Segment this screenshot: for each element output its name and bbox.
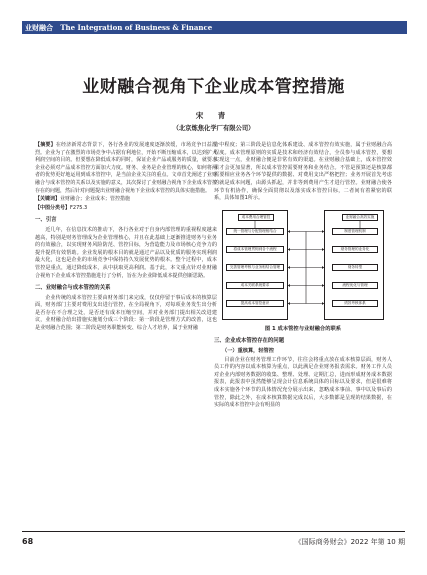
figure-left-item: 将成本管理贯彻到各个流程 [226, 246, 284, 253]
keywords [35, 196, 217, 204]
left-column [35, 142, 217, 333]
figure-left-item: 成本关联系统要求 [226, 282, 284, 289]
classification-number: F275.3 [70, 204, 88, 211]
problems-paragraph: 目前企业在财务管理工作环节，往往会将重点放在成本核算层面，财务人员工作的内容以成本核算为重点，以此满足企业财务报表需求。财务工作人员对企业内部财务数据的收集、整理、处理、定期汇总，进而形成财务成本数据报表，此报表中虽然能够呈现会计信息系统具体的目标以及要求，但是很难将成本实施各个环节的具体情况充分展示出来，忽略成本事前、事中以及事后的管控，除此之外，在成本核算数据完成以后，大多数都是呈现的结果数据，在实际的成本管控中会有明显的 [214, 356, 392, 409]
right-column [214, 142, 392, 410]
keywords-text: 业财融合；企业成本；管控措施 [60, 196, 131, 203]
figure-right-item: 制度管理机制 [332, 228, 378, 235]
section-heading-relation: 二、业财融合与成本管控的关系 [35, 285, 111, 292]
figure-right-item: 财务管理的业务化 [332, 246, 378, 253]
relation-paragraph-continued: 合中程度；第三阶段是信息化体系建设、成本管控有效实施，属于业财融合高程度。成本管理原则的实质是技术和经济有效结合，全员参与成本管控，要想实现这一点，业财融合便是非常有效的渠道。在业财融合基础上，成本管控效果才会更加显著，所以成本管控需要财务和业务结合。不管是预算还是核算都需要相应业务各个环节提供的数据、对费用支出严格把控；业务开展首先考虑的就是成本问题，由源头抓起，并非等到费用产生才进行管控。业财融合使各环节有机协作，确保全面贯彻以及落实成本管控目标，二者间有着紧密的联系，具体如图1所示。 [214, 142, 392, 202]
author-name: 宋 青 [195, 111, 232, 120]
relation-paragraph: 企业传统的成本管控主要由财务部门来完成，仅仅停留于事后成本的核算层面，财务部门主要对费用支出进行管控，在全局视角下，对每项业务发生出分析是否存在不合理之处，是否还有成本压缩空间，并对业务部门提出相关改进建议，业财融合给出措施实施划分成三个阶段：第一阶段是管理方式的改善，这也是业财融合范围；第二阶段是财务职能转变、综合人才培养，属于业财融 [35, 294, 217, 332]
figure-left-item: 提高成本管控意识 [226, 300, 284, 307]
subheading-accounting: （一）重核算，轻管控 [222, 347, 274, 354]
intro-paragraph: 近几年，在信息技术的推动下，各行各业对于自身内部管理的重视程度越来越高，特别是财务管理成为企业管理核心，并且在此基础上逐渐推进财务与业务的有效融合，以实现财务风险防范、管控目标，为营造能力及市场核心竞争力的提升提供有效帮助。企业发展的根本目的就是通过产品以及优质的服务实现利润最大化，这也是企业的市场竞争中保持持久发展优势的根本。整个过程中，成本管控是重点，通过降低成本，从中获取更高利润。基于此，本文重点针对业财融合视角下企业成本管控措施进行了分析，旨在为企业降低成本提供创新思路。 [35, 226, 217, 279]
figure-left-item: 完善管理考核与业务相结合管理 [226, 264, 284, 271]
classification-label: 【中图分类号】 [35, 204, 71, 211]
footer-rule [22, 531, 405, 532]
section-label: 业财融合 [25, 23, 53, 32]
figure-left-top-box: 成本费用合理管控 [238, 214, 274, 221]
abstract-label: 【摘要】 [35, 142, 56, 148]
article-title: 业财融合视角下企业成本管控措施 [82, 77, 345, 97]
figure-right-item: 流程优化与管理 [332, 282, 378, 289]
figure-left-item: 统一管理与分配管理相结合 [226, 228, 284, 235]
section-heading-intro: 一、引言 [35, 217, 57, 224]
figure-1-caption: 图 1 成本管控与业财融合的联系 [264, 325, 342, 332]
figure-right-item: 财务转型 [332, 264, 378, 271]
author-affiliation: （北京炼焦化学厂有限公司） [172, 125, 255, 132]
page-number: 68 [22, 537, 34, 546]
section-label-en: The Integration of Business & Finance [60, 23, 213, 32]
figure-connectors [214, 206, 392, 324]
abstract [35, 142, 217, 195]
classification [35, 205, 217, 213]
abstract-text: 在经济新常态背景下，各行各业的发展速度逐渐放缓，市场竞争日益激烈。企业为了在激烈的市场竞争中占据有利地位，开始不断压缩成本，以达到扩大利润空间的目的。但要想在降低成本的同时，保证企业产品或服务的质量，就要求企业必须对产品成本管控方面加大力度。财务、业务是企业管理的核心，如何将两者的优势更好地运用到成本管控中，是当前企业关注的重点。文章首先阐述了业财融合与成本管控的关系以及实施的意义，其次探讨了业财融合视角下企业成本管控存在的问题，然后针对问题提出业财融合视角下企业成本管控的具体实施措施。 [35, 142, 217, 194]
keywords-label: 【关键词】 [35, 196, 61, 203]
figure-right-item: 绩效考核体系 [332, 300, 378, 307]
journal-citation: 《国际商务财会》2022 年第 10 期 [294, 538, 405, 546]
figure-right-top-box: 业财融合高效实施 [342, 214, 378, 221]
section-heading-problems: 三、企业成本管控存在的问题 [214, 338, 285, 345]
section-header-bar [22, 21, 407, 34]
figure-1 [214, 206, 392, 324]
